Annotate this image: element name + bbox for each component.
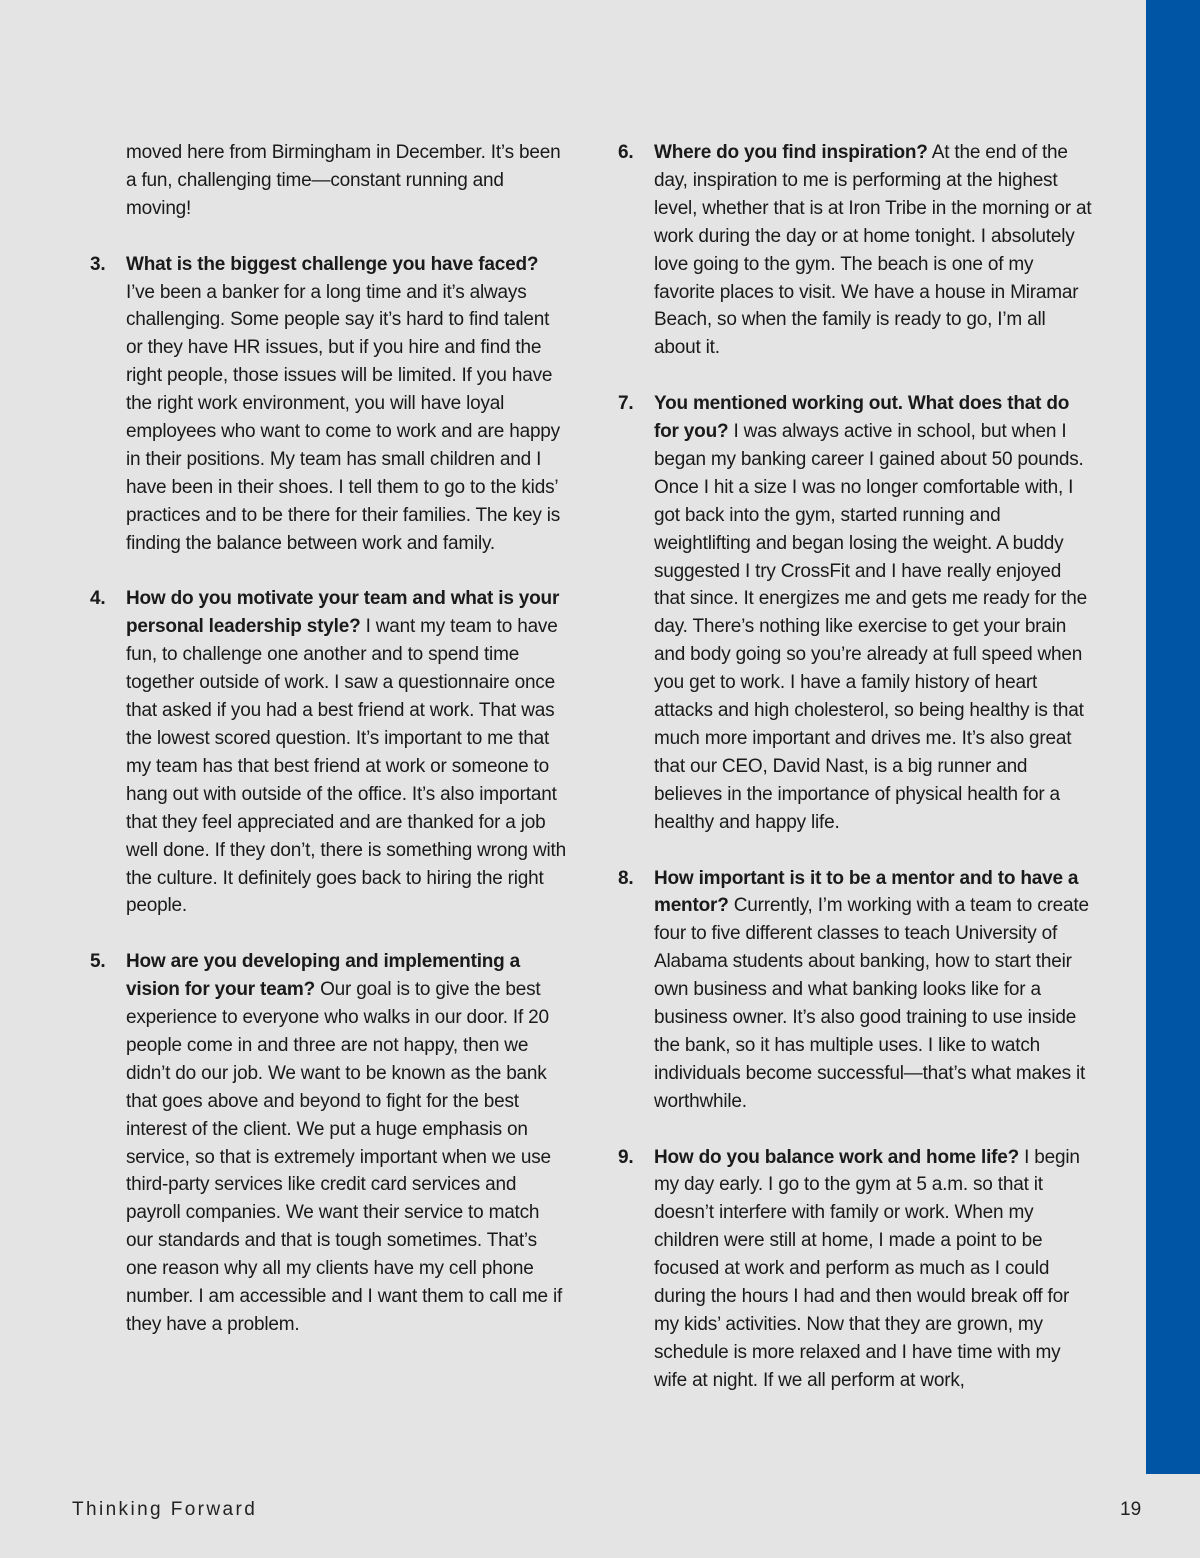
item-number: 8. — [618, 867, 634, 889]
qa-item-6 — [618, 139, 1096, 362]
answer-text: I was always active in school, but when I began my banking career I gained about 50 pounds. Once I hit a size I was no longer comfortable with, I got back into the gym, started running and weightlifting and began losing the weight. A buddy suggested I try CrossFit and I have really enjoyed that since. It energizes me and gets me ready for the day. There’s nothing like exercise to get your brain and body going so you’re already at full speed when you get to work. I have a family history of heart attacks and high cholesterol, so being healthy is that much more important and drives me. It’s also great that our CEO, David Nast, is a big runner and believes in the importance of physical health for a healthy and happy life. — [654, 421, 1087, 833]
qa-item-5 — [90, 948, 568, 1339]
question-text: How important is it to be a mentor and to have a mentor? — [654, 867, 1079, 917]
item-number: 5. — [90, 951, 106, 973]
answer-text: I want my team to have fun, to challenge one another and to spend time together outside of work. I saw a questionnaire once that asked if you had a best friend at work. That was the lowest scored question. It’s important to me that my team has that best friend at work or someone to hang out with outside of the office. It’s also important that they feel appreciated and are thanked for a job well done. If they don’t, there is something wrong with the culture. It definitely goes back to hiring the right people. — [126, 616, 566, 917]
item-number: 9. — [618, 1146, 634, 1168]
question-text: What is the biggest challenge you have faced? — [126, 253, 539, 275]
left-column — [90, 139, 568, 1339]
item-number: 7. — [618, 393, 634, 415]
publication-title: Thinking Forward — [72, 1499, 258, 1520]
answer-text: At the end of the day, inspiration to me is performing at the highest level, whether that is at Iron Tribe in the morning or at work during the day or at home tonight. I absolutely love going to the gym. The beach is one of my favorite places to visit. We have a house in Miramar Beach, so when the family is ready to go, I’m all about it. — [654, 142, 1092, 359]
answer-text: Currently, I’m working with a team to create four to five different classes to teach University of Alabama students about banking, how to start their own business and what banking looks like for a business owner. It’s also good training to use inside the bank, so it has multiple uses. I like to watch individuals become successful—that’s what makes it worthwhile. — [654, 895, 1089, 1112]
question-text: Where do you find inspiration? — [654, 142, 928, 163]
question-text: How do you motivate your team and what is your personal leadership style? — [126, 588, 560, 638]
question-text: How do you balance work and home life? — [654, 1146, 1020, 1168]
page-number: 19 — [1120, 1499, 1142, 1520]
qa-item-3 — [90, 251, 568, 558]
qa-item-7 — [618, 390, 1096, 837]
intro-continuation: moved here from Birmingham in December. It’s been a fun, challenging time—constant running and moving! — [126, 142, 561, 219]
side-accent-bar — [1146, 0, 1200, 1474]
right-column — [618, 139, 1096, 1395]
qa-item-9 — [618, 1144, 1096, 1395]
item-number: 3. — [90, 253, 106, 275]
question-text: You mentioned working out. What does that do for you? — [654, 393, 1070, 443]
qa-item-4 — [90, 585, 568, 920]
answer-text: Our goal is to give the best experience to everyone who walks in our door. If 20 people come in and three are not happy, then we didn’t do our job. We want to be known as the bank that goes above and beyond to fight for the best interest of the client. We put a huge emphasis on service, so that is extremely important when we use third-party services like credit card services and payroll companies. We want their service to match our standards and that is tough sometimes. That’s one reason why all my clients have my cell phone number. I am accessible and I want them to call me if they have a problem. — [126, 979, 563, 1336]
item-number: 6. — [618, 142, 634, 163]
qa-item-8 — [618, 865, 1096, 1116]
item-number: 4. — [90, 588, 106, 610]
answer-text: I’ve been a banker for a long time and it’s always challenging. Some people say it’s hard to find talent or they have HR issues, but if you hire and find the right people, those issues will be limited. If you have the right work environment, you will have loyal employees who want to come to work and are happy in their positions. My team has small children and I have been in their shoes. I tell them to go to the kids’ practices and to be there for their families. The key is finding the balance between work and family. — [126, 281, 561, 554]
question-text: How are you developing and implementing a vision for your team? — [126, 951, 521, 1001]
answer-text: I begin my day early. I go to the gym at 5 a.m. so that it doesn’t interfere with family or work. When my children were still at home, I made a point to be focused at work and perform as much as I could during the hours I had and then would break off for my kids’ activities. Now that they are grown, my schedule is more relaxed and I have time with my wife at night. If we all perform at work, — [654, 1146, 1080, 1391]
